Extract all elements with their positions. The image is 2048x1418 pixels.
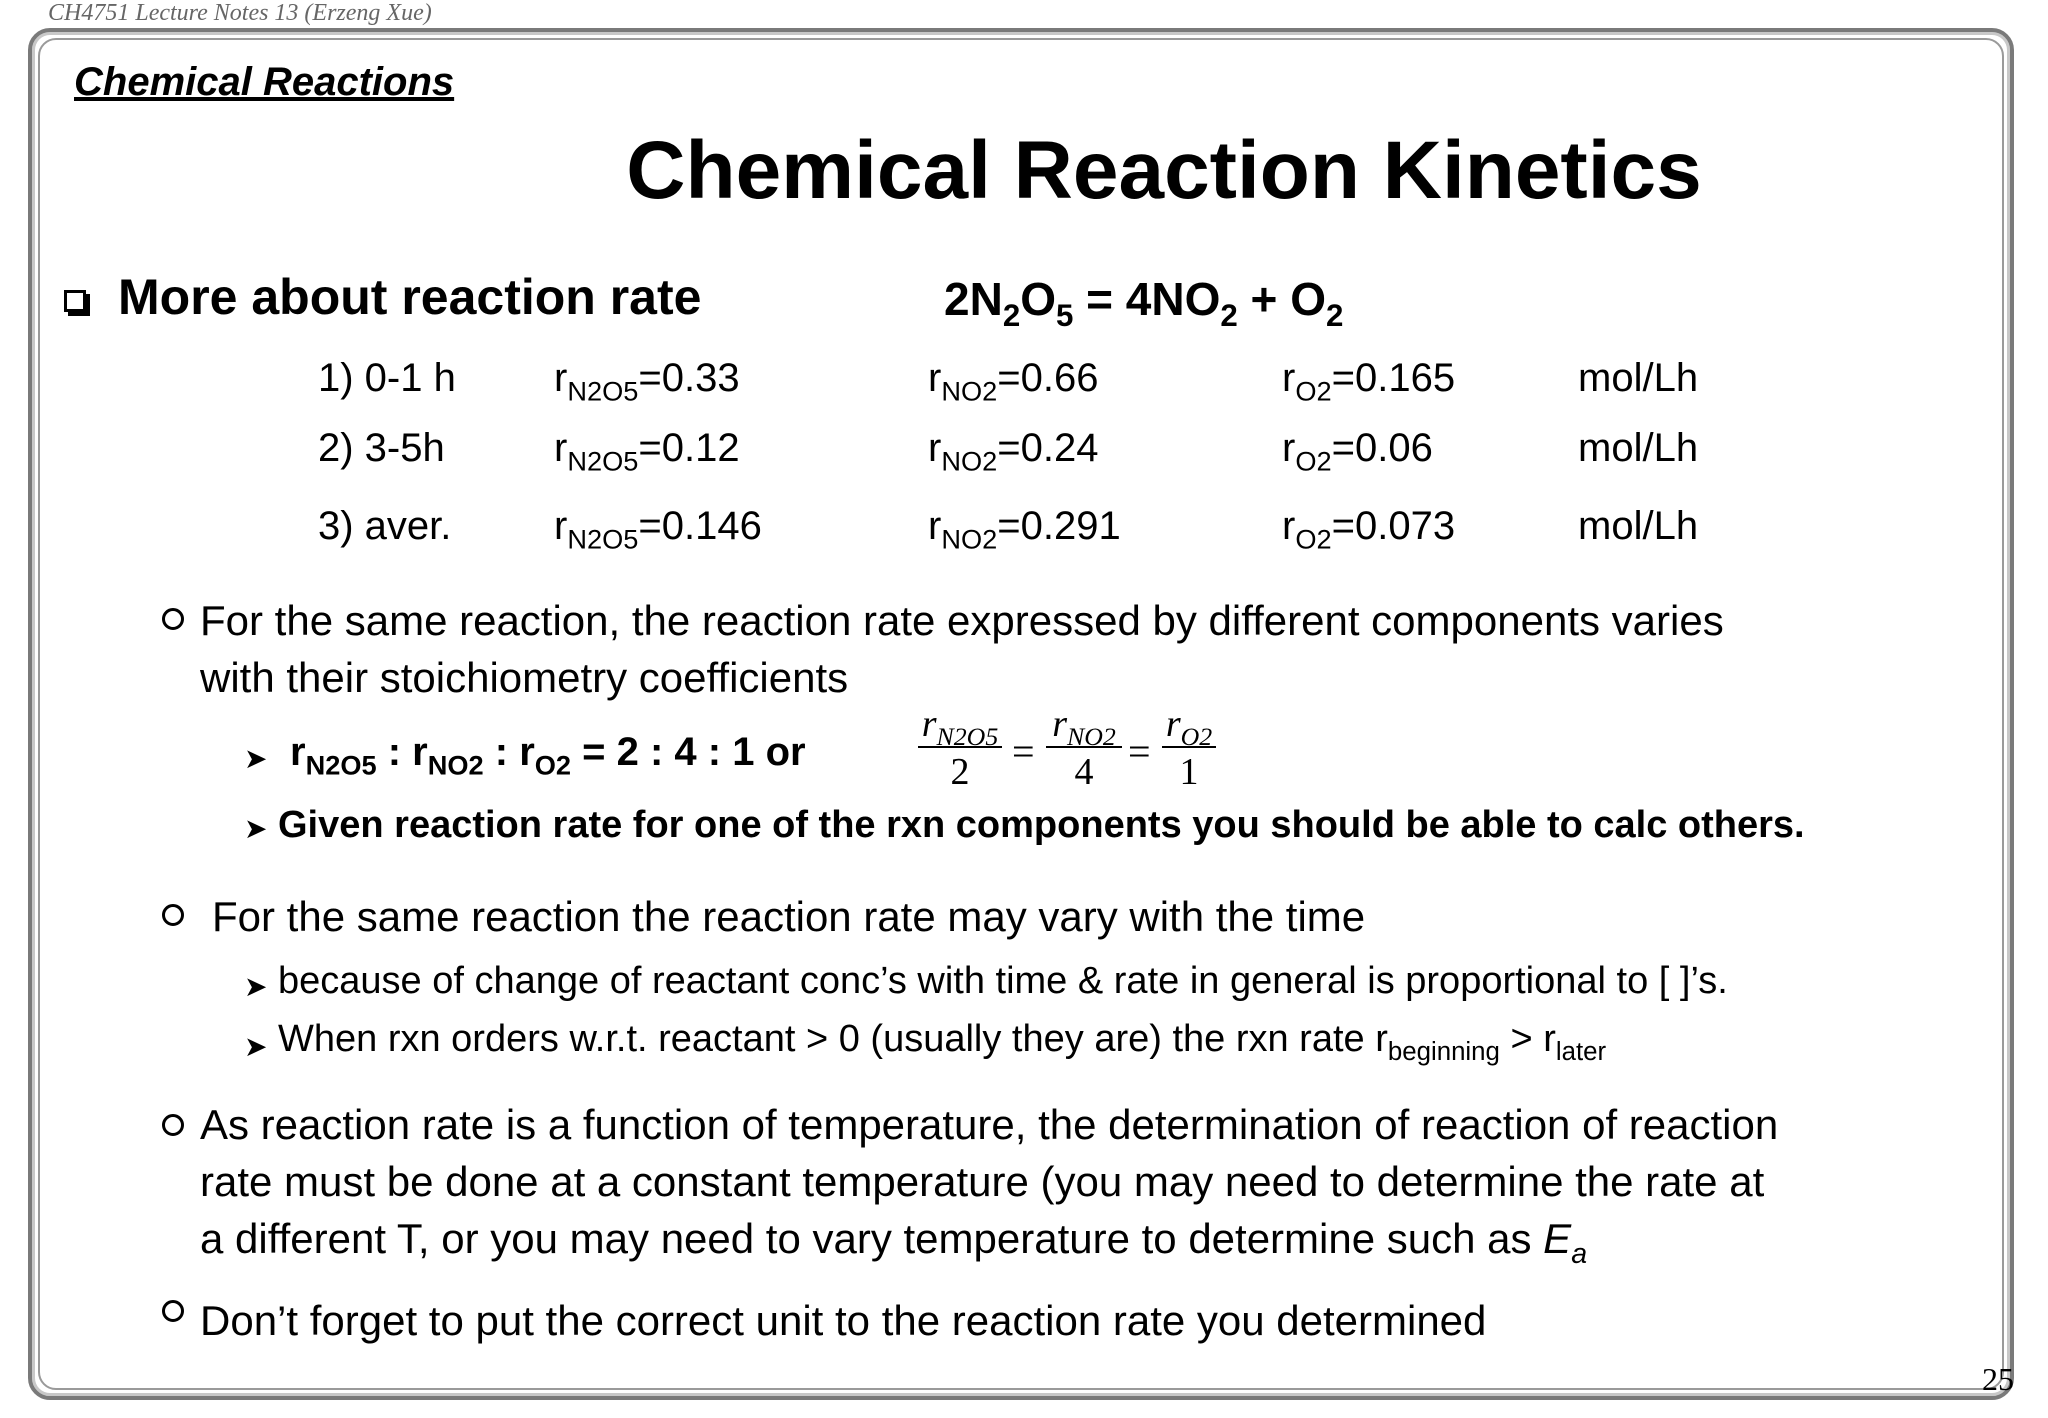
fraction-denominator: 4 (1046, 746, 1122, 794)
bullet3-line3: a different T, or you may need to vary temperature to determine such as $E_a$ (200, 1215, 1588, 1270)
arrow-bullet-icon: ➤ (244, 813, 268, 844)
fraction-numerator: $r_{N2O5}$ (921, 703, 999, 752)
bullet2-text: For the same reaction the reaction rate may vary with the time (212, 893, 1366, 940)
bullet1-subpoint: Given reaction rate for one of the rxn components you should be able to calc others. (278, 804, 1805, 846)
arrow-bullet-icon: ➤ (244, 971, 268, 1002)
fraction-no2 (1046, 702, 1122, 794)
reaction-equation: $2N_2O_5 = 4NO_2 + O_2$ (944, 273, 1344, 333)
fraction-denominator: 2 (918, 746, 1002, 794)
bullet3-line2: rate must be done at a constant temperature (you may need to determine the rate at (200, 1158, 1765, 1205)
circle-bullet-icon (162, 608, 184, 630)
header-note: CH4751 Lecture Notes 13 (Erzeng Xue) (48, 0, 432, 26)
rate-o2-cell: $r_{O2}=0.165$ (1282, 356, 1456, 407)
fraction-numerator: $r_{O2}$ (1165, 703, 1213, 752)
rate-n2o5-cell: $r_{N2O5}=0.146$ (554, 504, 762, 555)
rate-o2-cell: $r_{O2}=0.06$ (1282, 426, 1433, 477)
bullet1-line2: with their stoichiometry coefficients (200, 654, 849, 701)
section-label: Chemical Reactions (74, 60, 455, 104)
fraction-o2 (1162, 702, 1216, 794)
rate-no2-cell: $r_{NO2}=0.24$ (928, 426, 1099, 477)
arrow-bullet-icon: ➤ (244, 1031, 268, 1062)
bullet2-sub1: because of change of reactant conc’s with time & rate in general is proportional to [ ]’s. (278, 960, 1728, 1002)
fraction-denominator: 1 (1162, 746, 1216, 794)
unit-cell: mol/Lh (1578, 504, 1699, 548)
unit-cell: mol/Lh (1578, 426, 1699, 470)
bullet2-sub2: When rxn orders w.r.t. reactant > 0 (usually they are) the rxn rate $r_{beginning} > r_{later}$ (278, 1018, 1607, 1067)
rate-n2o5-cell: $r_{N2O5}=0.33$ (554, 356, 740, 407)
bullet3-line1: As reaction rate is a function of temperature, the determination of reaction of reaction (200, 1101, 1779, 1148)
fraction-n2o5 (918, 702, 1002, 794)
square-bullet-icon (64, 290, 86, 312)
rate-no2-cell: $r_{NO2}=0.66$ (928, 356, 1099, 407)
period-cell: 1) 0-1 h (318, 356, 456, 400)
page-number: 25 (1982, 1361, 2014, 1397)
circle-bullet-icon (162, 1114, 184, 1136)
rate-no2-cell: $r_{NO2}=0.291$ (928, 504, 1121, 555)
rate-ratio: $r_{N2O5}$ : $r_{NO2}$ : $r_{O2} = 2$ : 4 : 1 or (290, 730, 806, 781)
bullet1-line1: For the same reaction, the reaction rate expressed by different components varies (200, 597, 1724, 644)
arrow-bullet-icon: ➤ (244, 743, 268, 774)
heading-text: More about reaction rate (118, 269, 702, 325)
circle-bullet-icon (162, 1300, 184, 1322)
fraction-numerator: $r_{NO2}$ (1052, 703, 1116, 752)
bullet4-text: Don’t forget to put the correct unit to the reaction rate you determined (200, 1297, 1487, 1344)
equals-sign: = (1012, 729, 1035, 774)
rate-n2o5-cell: $r_{N2O5}=0.12$ (554, 426, 740, 477)
period-cell: 2) 3-5h (318, 426, 445, 470)
slide-title: Chemical Reaction Kinetics (626, 125, 1702, 216)
period-cell: 3) aver. (318, 504, 452, 548)
equals-sign: = (1128, 729, 1151, 774)
rate-o2-cell: $r_{O2}=0.073$ (1282, 504, 1456, 555)
unit-cell: mol/Lh (1578, 356, 1699, 400)
circle-bullet-icon (162, 904, 184, 926)
